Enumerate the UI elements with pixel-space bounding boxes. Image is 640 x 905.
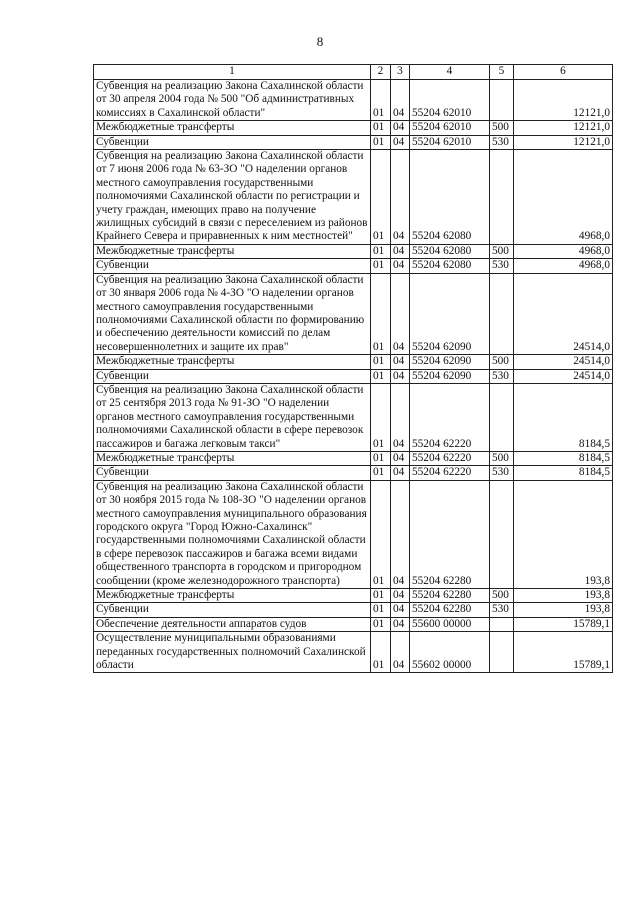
expense-type-cell — [490, 383, 514, 451]
section-code-cell: 01 — [371, 603, 391, 617]
row-name-cell: Межбюджетные трансферты — [94, 244, 371, 258]
amount-cell: 193,8 — [514, 480, 613, 588]
table-row — [94, 480, 613, 588]
row-name-cell: Межбюджетные трансферты — [94, 121, 371, 135]
target-article-cell: 55204 62220 — [410, 451, 490, 465]
section-code-cell: 01 — [371, 121, 391, 135]
section-code-cell: 01 — [371, 259, 391, 273]
subsection-code-cell: 04 — [391, 451, 410, 465]
row-name-cell: Межбюджетные трансферты — [94, 589, 371, 603]
table-row — [94, 466, 613, 480]
amount-cell: 193,8 — [514, 603, 613, 617]
subsection-code-cell: 04 — [391, 589, 410, 603]
subsection-code-cell: 04 — [391, 480, 410, 588]
subsection-code-cell: 04 — [391, 135, 410, 149]
target-article-cell: 55204 62010 — [410, 121, 490, 135]
section-code-cell: 01 — [371, 369, 391, 383]
table-row — [94, 244, 613, 258]
target-article-cell: 55204 62010 — [410, 80, 490, 121]
row-name-cell: Межбюджетные трансферты — [94, 355, 371, 369]
expense-type-cell: 500 — [490, 244, 514, 258]
column-header: 4 — [410, 65, 490, 80]
section-code-cell: 01 — [371, 244, 391, 258]
section-code-cell: 01 — [371, 150, 391, 245]
section-code-cell: 01 — [371, 80, 391, 121]
section-code-cell: 01 — [371, 480, 391, 588]
target-article-cell: 55204 62220 — [410, 383, 490, 451]
amount-cell: 24514,0 — [514, 369, 613, 383]
expense-type-cell — [490, 617, 514, 631]
target-article-cell: 55204 62090 — [410, 355, 490, 369]
subsection-code-cell: 04 — [391, 150, 410, 245]
row-name-cell: Межбюджетные трансферты — [94, 451, 371, 465]
amount-cell: 12121,0 — [514, 135, 613, 149]
row-name-cell: Субвенция на реализацию Закона Сахалинской области от 30 января 2006 года № 4-ЗО "О наделении органов местного самоуправления государственными полномочиями Сахалинской области по формированию и обеспечению деятельности комиссий по делам несовершеннолетних и защите их прав" — [94, 273, 371, 354]
table-row — [94, 355, 613, 369]
amount-cell: 4968,0 — [514, 259, 613, 273]
section-code-cell: 01 — [371, 589, 391, 603]
expense-type-cell: 530 — [490, 466, 514, 480]
row-name-cell: Субвенция на реализацию Закона Сахалинской области от 7 июня 2006 года № 63-ЗО "О наделении органов местного самоуправления государственными полномочиями Сахалинской области по регистрации и учету граждан, имеющих право на получение жилищных субсидий в связи с переселением из районов Крайнего Севера и приравненных к ним местностей" — [94, 150, 371, 245]
expense-type-cell: 500 — [490, 355, 514, 369]
expense-type-cell: 500 — [490, 589, 514, 603]
column-header: 5 — [490, 65, 514, 80]
amount-cell: 15789,1 — [514, 617, 613, 631]
table-row — [94, 589, 613, 603]
subsection-code-cell: 04 — [391, 369, 410, 383]
table-row — [94, 603, 613, 617]
row-name-cell: Субвенции — [94, 135, 371, 149]
amount-cell: 8184,5 — [514, 383, 613, 451]
row-name-cell: Обеспечение деятельности аппаратов судов — [94, 617, 371, 631]
amount-cell: 15789,1 — [514, 632, 613, 673]
target-article-cell: 55602 00000 — [410, 632, 490, 673]
expense-type-cell: 530 — [490, 369, 514, 383]
column-header: 1 — [94, 65, 371, 80]
target-article-cell: 55204 62220 — [410, 466, 490, 480]
table-row — [94, 451, 613, 465]
target-article-cell: 55204 62090 — [410, 369, 490, 383]
row-name-cell: Осуществление муниципальными образованиями переданных государственных полномочий Сахалинской области — [94, 632, 371, 673]
row-name-cell: Субвенции — [94, 369, 371, 383]
subsection-code-cell: 04 — [391, 355, 410, 369]
table-row — [94, 273, 613, 354]
subsection-code-cell: 04 — [391, 273, 410, 354]
amount-cell: 193,8 — [514, 589, 613, 603]
table-row — [94, 121, 613, 135]
target-article-cell: 55204 62090 — [410, 273, 490, 354]
amount-cell: 4968,0 — [514, 244, 613, 258]
expense-type-cell — [490, 80, 514, 121]
table-row — [94, 369, 613, 383]
amount-cell: 12121,0 — [514, 121, 613, 135]
subsection-code-cell: 04 — [391, 617, 410, 631]
amount-cell: 8184,5 — [514, 466, 613, 480]
target-article-cell: 55204 62010 — [410, 135, 490, 149]
column-header: 2 — [371, 65, 391, 80]
amount-cell: 12121,0 — [514, 80, 613, 121]
column-header: 3 — [391, 65, 410, 80]
expense-type-cell — [490, 273, 514, 354]
subsection-code-cell: 04 — [391, 244, 410, 258]
table-row — [94, 383, 613, 451]
expense-type-cell: 530 — [490, 135, 514, 149]
section-code-cell: 01 — [371, 617, 391, 631]
subsection-code-cell: 04 — [391, 80, 410, 121]
expense-type-cell — [490, 632, 514, 673]
expense-type-cell — [490, 150, 514, 245]
section-code-cell: 01 — [371, 273, 391, 354]
target-article-cell: 55204 62280 — [410, 603, 490, 617]
target-article-cell: 55204 62080 — [410, 150, 490, 245]
expense-type-cell: 500 — [490, 451, 514, 465]
section-code-cell: 01 — [371, 135, 391, 149]
section-code-cell: 01 — [371, 466, 391, 480]
subsection-code-cell: 04 — [391, 632, 410, 673]
amount-cell: 4968,0 — [514, 150, 613, 245]
section-code-cell: 01 — [371, 451, 391, 465]
table-body — [94, 80, 613, 673]
target-article-cell: 55600 00000 — [410, 617, 490, 631]
target-article-cell: 55204 62280 — [410, 480, 490, 588]
row-name-cell: Субвенция на реализацию Закона Сахалинской области от 30 ноября 2015 года № 108-ЗО "О наделении органов местного самоуправления муниципального образования городского округа "Город Южно-Сахалинск" государственными полномочиями Сахалинской области в сфере перевозок пассажиров и багажа всеми видами общественного транспорта в городском и пригородном сообщении (кроме железнодорожного транспорта) — [94, 480, 371, 588]
table-row — [94, 150, 613, 245]
section-code-cell: 01 — [371, 632, 391, 673]
column-header: 6 — [514, 65, 613, 80]
target-article-cell: 55204 62080 — [410, 259, 490, 273]
budget-table — [93, 64, 613, 673]
page-number: 8 — [316, 34, 324, 49]
section-code-cell: 01 — [371, 355, 391, 369]
expense-type-cell: 530 — [490, 259, 514, 273]
target-article-cell: 55204 62080 — [410, 244, 490, 258]
subsection-code-cell: 04 — [391, 259, 410, 273]
table-row — [94, 617, 613, 631]
subsection-code-cell: 04 — [391, 603, 410, 617]
row-name-cell: Субвенции — [94, 466, 371, 480]
expense-type-cell — [490, 480, 514, 588]
table-row — [94, 80, 613, 121]
row-name-cell: Субвенция на реализацию Закона Сахалинской области от 25 сентября 2013 года № 91-ЗО "О наделении органов местного самоуправления государственными полномочиями Сахалинской области в сфере перевозок пассажиров и багажа легковым такси" — [94, 383, 371, 451]
row-name-cell: Субвенции — [94, 259, 371, 273]
amount-cell: 24514,0 — [514, 355, 613, 369]
row-name-cell: Субвенция на реализацию Закона Сахалинской области от 30 апреля 2004 года № 500 "Об административных комиссиях в Сахалинской области" — [94, 80, 371, 121]
subsection-code-cell: 04 — [391, 121, 410, 135]
subsection-code-cell: 04 — [391, 383, 410, 451]
expense-type-cell: 530 — [490, 603, 514, 617]
table-row — [94, 135, 613, 149]
amount-cell: 8184,5 — [514, 451, 613, 465]
expense-type-cell: 500 — [490, 121, 514, 135]
subsection-code-cell: 04 — [391, 466, 410, 480]
target-article-cell: 55204 62280 — [410, 589, 490, 603]
section-code-cell: 01 — [371, 383, 391, 451]
table-row — [94, 632, 613, 673]
amount-cell: 24514,0 — [514, 273, 613, 354]
table-row — [94, 259, 613, 273]
table-header-row — [94, 65, 613, 80]
row-name-cell: Субвенции — [94, 603, 371, 617]
